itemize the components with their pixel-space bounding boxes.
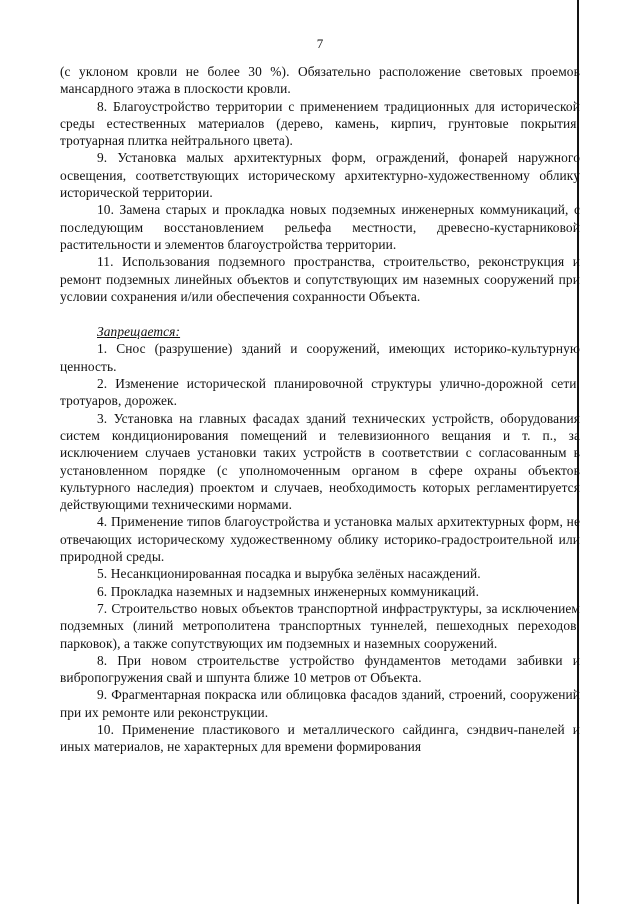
prohibited-item-6: 6. Прокладка наземных и надземных инженерных коммуникаций. (97, 583, 480, 599)
prohibited-item-3: 3. Установка на главных фасадах зданий технических устройств, оборудования систем кондиционирования помещений и телевизионного вещания и т. п., за исключением случаев установки таких устройств в соответствии с согласованным в установленном порядке (с уполномоченным органом в сфере охраны объектов культурного наследия) проектом и случаев, необходимость которых регламентируется действующими техническими нормами. (60, 410, 580, 513)
permitted-item-11: 11. Использования подземного пространства, строительство, реконструкция и ремонт подземных линейных объектов и сопутствующих им наземных сооружений при условии сохранения и/или обеспечения сохранности Объекта. (60, 254, 580, 304)
prohibited-item-9: 9. Фрагментарная покраска или облицовка фасадов зданий, строений, сооружений при их ремонте или реконструкции. (60, 687, 580, 720)
paragraph-continuation: (с уклоном кровли не более 30 %). Обязательно расположение световых проемов мансардного этажа в плоскости кровли. (60, 64, 580, 97)
prohibited-item-5: 5. Несанкционированная посадка и вырубка зелёных насаждений. (97, 566, 481, 582)
prohibited-heading: Запрещается: (97, 324, 181, 340)
permitted-item-8: 8. Благоустройство территории с применением традиционных для исторической среды естественных материалов (дерево, камень, кирпич, грунтовые покрытия, тротуарная плитка нейтрального цвета). (60, 98, 580, 149)
prohibited-item-2: 2. Изменение исторической планировочной структуры улично-дорожной сети, тротуаров, дорожек. (60, 376, 580, 409)
document-body (60, 63, 580, 756)
prohibited-item-10: 10. Применение пластикового и металлического сайдинга, сэндвич-панелей и иных материалов, не характерных для времени формирования (60, 721, 580, 755)
page-number: 7 (316, 36, 324, 51)
prohibited-item-8: 8. При новом строительстве устройство фундаментов методами забивки и вибропогружения свай и шпунта ближе 10 метров от Объекта. (60, 652, 580, 686)
permitted-item-9: 9. Установка малых архитектурных форм, ограждений, фонарей наружного освещения, соответствующих историческому архитектурно-художественному облику исторической территории. (60, 150, 580, 201)
prohibited-item-7: 7. Строительство новых объектов транспортной инфраструктуры, за исключением подземных (линий метрополитена транспортных туннелей, пешеходных переходов, парковок), а также сопутствующих им подземных и наземных сооружений. (60, 600, 580, 651)
prohibited-item-4: 4. Применение типов благоустройства и установка малых архитектурных форм, не отвечающих историческому художественному облику историко-градостроительной или природной среды. (60, 514, 580, 565)
permitted-item-10: 10. Замена старых и прокладка новых подземных инженерных коммуникаций, с последующим восстановлением рельефа местности, древесно-кустарниковой растительности и элементов благоустройства территории. (60, 202, 580, 252)
prohibited-item-1: 1. Снос (разрушение) зданий и сооружений, имеющих историко-культурную ценность. (60, 341, 580, 374)
